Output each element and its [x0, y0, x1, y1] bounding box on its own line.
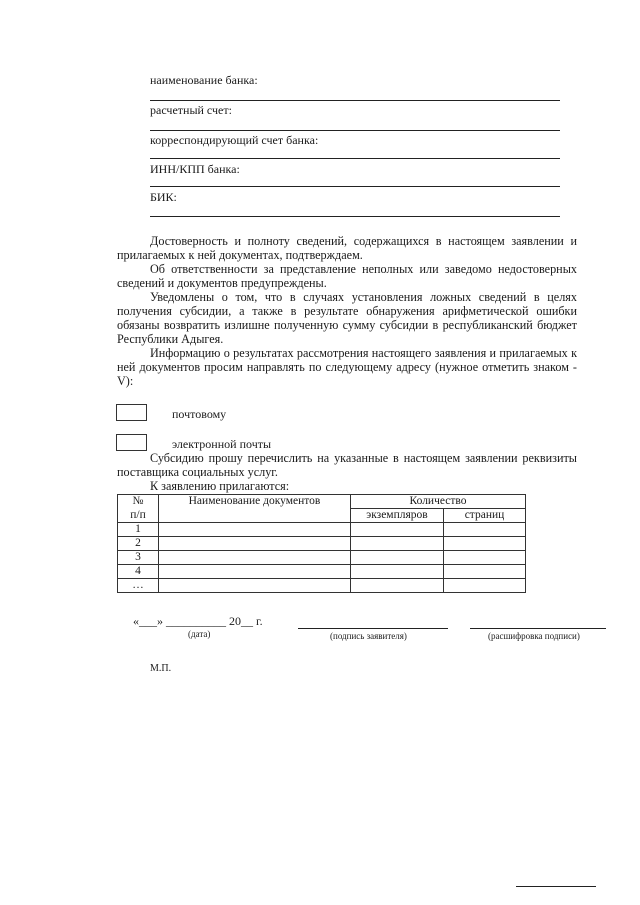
date-caption: (дата)	[188, 629, 211, 639]
header-quantity: Количество	[351, 495, 526, 509]
row-number: 1	[118, 523, 159, 537]
pages-cell[interactable]	[444, 551, 526, 565]
pages-cell[interactable]	[444, 579, 526, 593]
paragraph-notice: Уведомлены о том, что в случаях установления ложных сведений в целях получения субсидии, а также в результате обнаружения арифметической ошибки обязаны возвратить излишне полученную сумму субсидии в республиканский бюджет Республики Адыгея.	[117, 290, 577, 346]
pages-cell[interactable]	[444, 537, 526, 551]
corr-account-label: корреспондирующий счет банка:	[150, 133, 319, 147]
table-row	[118, 537, 526, 551]
row-number: 4	[118, 565, 159, 579]
header-num-sub: п/п	[118, 509, 159, 523]
doc-name-cell[interactable]	[159, 551, 351, 565]
decode-caption: (расшифровка подписи)	[488, 631, 580, 641]
doc-name-cell[interactable]	[159, 565, 351, 579]
doc-name-cell[interactable]	[159, 579, 351, 593]
pages-cell[interactable]	[444, 523, 526, 537]
paragraph-responsibility: Об ответственности за представление неполных или заведомо недостоверных сведений и документов предупреждены.	[117, 262, 577, 290]
inn-kpp-field[interactable]	[150, 186, 560, 187]
corr-account-field[interactable]	[150, 158, 560, 159]
decode-line[interactable]	[470, 628, 606, 629]
subsidy-block	[117, 451, 577, 493]
inn-kpp-label: ИНН/КПП банка:	[150, 162, 240, 176]
table-header-row	[118, 495, 526, 509]
copies-cell[interactable]	[351, 537, 444, 551]
table-row	[118, 579, 526, 593]
footer-divider	[516, 886, 596, 887]
bik-label: БИК:	[150, 190, 177, 204]
postal-label: почтовому	[172, 407, 227, 421]
postal-checkbox[interactable]	[116, 404, 147, 421]
statements	[117, 234, 577, 388]
table-row	[118, 551, 526, 565]
attachments-title: К заявлению прилагаются:	[150, 479, 290, 493]
email-checkbox[interactable]	[116, 434, 147, 451]
table-row	[118, 565, 526, 579]
bank-name-field[interactable]	[150, 100, 560, 101]
date-line[interactable]: «___» __________ 20__ г.	[133, 614, 263, 628]
copies-cell[interactable]	[351, 565, 444, 579]
row-number: …	[118, 579, 159, 593]
row-number: 3	[118, 551, 159, 565]
pages-cell[interactable]	[444, 565, 526, 579]
paragraph-subsidy: Субсидию прошу перечислить на указанные в настоящем заявлении реквизиты поставщика социальных услуг.	[117, 451, 577, 479]
account-field[interactable]	[150, 130, 560, 131]
copies-cell[interactable]	[351, 523, 444, 537]
account-label: расчетный счет:	[150, 103, 232, 117]
paragraph-reliability: Достоверность и полноту сведений, содержащихся в настоящем заявлении и прилагаемых к ней документах, подтверждаем.	[117, 234, 577, 262]
bank-name-label: наименование банка:	[150, 73, 258, 87]
header-doc-name: Наименование документов	[159, 495, 351, 523]
doc-name-cell[interactable]	[159, 537, 351, 551]
email-label: электронной почты	[172, 437, 272, 451]
doc-name-cell[interactable]	[159, 523, 351, 537]
row-number: 2	[118, 537, 159, 551]
signature-caption: (подпись заявителя)	[330, 631, 407, 641]
copies-cell[interactable]	[351, 579, 444, 593]
documents-table	[117, 494, 526, 593]
table-row	[118, 523, 526, 537]
paragraph-delivery: Информацию о результатах рассмотрения настоящего заявления и прилагаемых к ней документов просим направлять по следующему адресу (нужное отметить знаком - V):	[117, 346, 577, 388]
header-copies: экземпляров	[351, 509, 444, 523]
header-pages: страниц	[444, 509, 526, 523]
header-num: №	[118, 495, 159, 509]
copies-cell[interactable]	[351, 551, 444, 565]
bik-field[interactable]	[150, 216, 560, 217]
signature-line[interactable]	[298, 628, 448, 629]
seal-mark: М.П.	[150, 663, 172, 674]
